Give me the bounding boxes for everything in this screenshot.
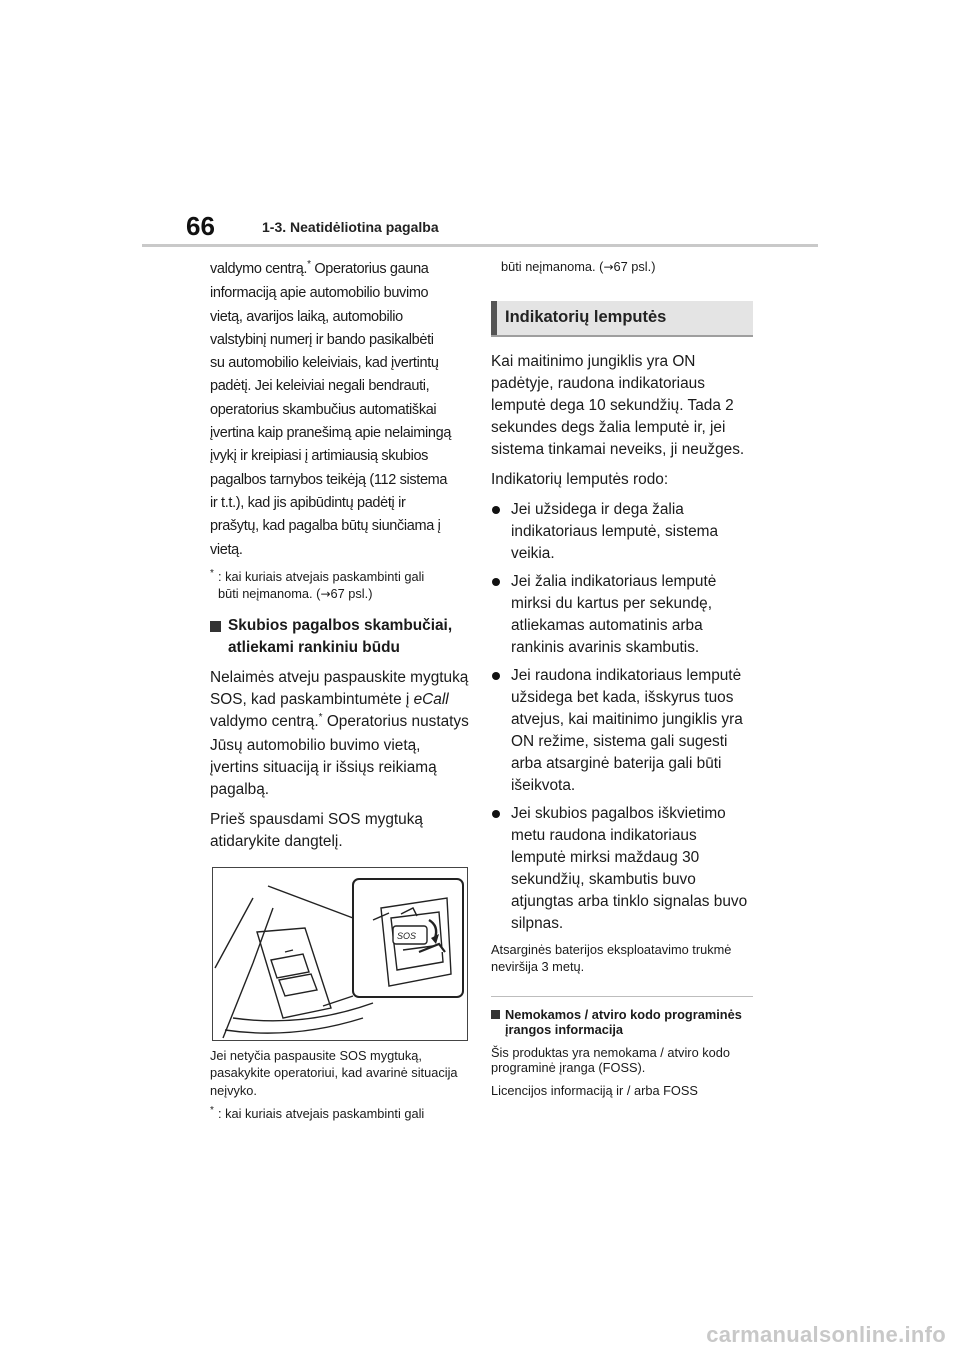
indicator-section-header bbox=[491, 301, 753, 337]
arrow-icon: → bbox=[320, 586, 331, 601]
footnote-text: : kai kuriais atvejais paskambinti gali bbox=[218, 1106, 425, 1122]
paragraph: Šis produktas yra nemokama / atviro kodo programinė įranga (FOSS). bbox=[491, 1044, 730, 1075]
intro-line-tail: Operatorius gauna bbox=[310, 261, 429, 277]
section-title: Indikatorių lemputės bbox=[505, 308, 667, 326]
paragraph: Licencijos informaciją ir / arba FOSS bbox=[491, 1082, 698, 1098]
open-cover-arrow-icon bbox=[429, 920, 436, 938]
header-divider bbox=[142, 244, 818, 247]
list-item: Jei raudona indikatoriaus lemputė užsidega bet kada, išskyrus tuos atvejus, kai maitinimo jungiklis yra ON režime, sistema gali sugesti arba atsarginė baterija gali būti išeikvota. bbox=[491, 665, 753, 797]
sos-button-figure bbox=[212, 867, 468, 1041]
intro-line: valdymo centrą. bbox=[210, 261, 308, 277]
section-accent-bar bbox=[491, 301, 497, 335]
watermark: carmanualsonline.info bbox=[706, 1322, 946, 1347]
footnote bbox=[210, 568, 472, 603]
heading-text: Skubios pagalbos skambučiai, atliekami rankiniu būdu bbox=[228, 616, 453, 656]
page-ref-link[interactable]: 67 psl.) bbox=[613, 259, 656, 274]
battery-note: Atsarginės baterijos eksploatavimo trukmė neviršija 3 metų. bbox=[491, 941, 732, 974]
intro-line: valstybinį numerį ir bando pasikalbėti bbox=[210, 331, 434, 348]
list-item: Jei skubios pagalbos iškvietimo metu raudona indikatoriaus lemputė mirksi maždaug 30 sekundžių, skambutis buvo atjungtas arba tinklo signalas buvo silpnas. bbox=[491, 803, 753, 935]
intro-line: įvertina kaip pranešimą apie nelaimingą bbox=[210, 425, 452, 442]
overhead-console-illustration bbox=[213, 868, 467, 1040]
section-heading bbox=[491, 1007, 753, 1037]
list-item: Jei užsidega ir dega žalia indikatoriaus lemputė, sistema veikia. bbox=[491, 499, 753, 565]
intro-line: su automobilio keleiviais, kad įvertintų bbox=[210, 355, 439, 372]
sos-label: SOS bbox=[397, 930, 417, 941]
arrow-icon: → bbox=[603, 260, 614, 274]
left-column bbox=[210, 258, 472, 1122]
intro-line: informaciją apie automobilio buvimo bbox=[210, 285, 429, 302]
intro-line: prašytų, kad pagalba būtų siunčiama į bbox=[210, 518, 441, 535]
paragraph: Prieš spausdami SOS mygtuką atidarykite dangtelį. bbox=[210, 810, 423, 850]
intro-paragraph bbox=[210, 258, 472, 562]
square-bullet-icon bbox=[210, 621, 221, 632]
section-heading bbox=[210, 615, 472, 659]
intro-line: padėtį. Jei keleiviai negali bendrauti, bbox=[210, 378, 430, 395]
footnote-text: : kai kuriais atvejais paskambinti gali bbox=[218, 568, 425, 584]
intro-line: įvykį ir kreipiasi į artimiausią skubios bbox=[210, 448, 429, 465]
right-column bbox=[491, 258, 753, 1098]
page-number: 66 bbox=[186, 211, 215, 241]
heading-text: Nemokamos / atviro kodo programinės įrangos informacija bbox=[505, 1006, 742, 1037]
footnote-mark: * bbox=[307, 259, 311, 270]
footnote-continuation bbox=[501, 258, 753, 277]
intro-line: operatorius skambučius automatiškai bbox=[210, 401, 437, 418]
figure-caption: Jei netyčia paspausite SOS mygtuką, pasakykite operatoriui, kad avarinė situacija neįvyko. bbox=[210, 1047, 458, 1098]
square-bullet-icon bbox=[491, 1010, 500, 1019]
paragraph-text: valdymo centrą. bbox=[210, 712, 319, 730]
indicator-bullet-list bbox=[491, 499, 753, 935]
header-section-title: 1-3. Neatidėliotina pagalba bbox=[262, 219, 439, 235]
section-divider bbox=[491, 996, 753, 997]
footnote-mark: * bbox=[210, 567, 214, 579]
footnote-text: būti neįmanoma. ( bbox=[218, 585, 321, 601]
footnote-mark: * bbox=[210, 1105, 214, 1117]
page-ref-link[interactable]: 67 psl.) bbox=[330, 585, 373, 601]
intro-line: ir t.t.), kad jis apibūdintų padėtį ir bbox=[210, 494, 406, 511]
paragraph: Indikatorių lemputės rodo: bbox=[491, 470, 669, 488]
paragraph bbox=[210, 667, 472, 801]
footnote-mark: * bbox=[318, 711, 323, 723]
intro-line: vietą, avarijos laiką, automobilio bbox=[210, 308, 403, 325]
paragraph: Kai maitinimo jungiklis yra ON padėtyje, raudona indikatoriaus lemputė dega 10 sekundžių. Tada 2 sekundes degs žalia lemputė ir, jei sistema tinkamai neveiks, ji neužges. bbox=[491, 352, 745, 458]
paragraph-text: Operatorius nustatys Jūsų automobilio buvimo vietą, įvertins situaciją ir išsiųs reikiamą pagalbą. bbox=[210, 712, 469, 798]
intro-line: pagalbos tarnybos teikėją (112 sistema bbox=[210, 471, 448, 488]
intro-line: vietą. bbox=[210, 541, 243, 558]
footnote-text: būti neįmanoma. ( bbox=[501, 259, 604, 274]
list-item: Jei žalia indikatoriaus lemputė mirksi du kartus per sekundę, atliekamas automatinis arba rankinis avarinis skambutis. bbox=[491, 571, 753, 659]
ecall-term: eCall bbox=[413, 690, 449, 708]
paragraph-text: Nelaimės atveju paspauskite mygtuką SOS, kad paskambintumėte į bbox=[210, 668, 469, 708]
footnote bbox=[210, 1105, 472, 1122]
